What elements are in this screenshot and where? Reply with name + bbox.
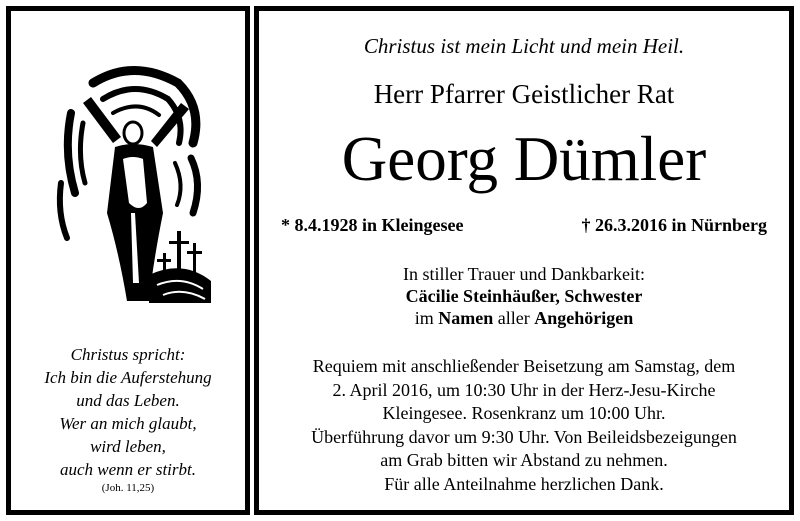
mourners-block xyxy=(259,263,789,329)
verse-line: auch wenn er stirbt. xyxy=(60,460,196,479)
clerical-title: Herr Pfarrer Geistlicher Rat xyxy=(373,79,675,109)
mourning-intro: In stiller Trauer und Dankbarkeit: xyxy=(403,264,645,284)
service-line: Kleingesee. Rosenkranz um 10:00 Uhr. xyxy=(382,403,666,423)
death-date: † 26.3.2016 in Nürnberg xyxy=(581,215,767,235)
motto: Christus ist mein Licht und mein Heil. xyxy=(363,34,685,58)
service-line: Für alle Anteilnahme herzlichen Dank. xyxy=(384,473,664,494)
verse-line: wird leben, xyxy=(90,437,166,456)
resurrection-figure-icon xyxy=(53,63,213,303)
verse-reference: (Joh. 11,25) xyxy=(101,482,155,494)
service-line: Requiem mit anschließender Beisetzung am Samstag, dem xyxy=(312,356,736,376)
verse-line: Ich bin die Auferstehung xyxy=(44,368,212,387)
verse-line: Christus spricht: xyxy=(70,345,186,364)
bible-verse xyxy=(11,343,245,496)
verse-panel xyxy=(6,6,250,515)
verse-line: und das Leben. xyxy=(76,391,180,410)
service-details xyxy=(259,355,789,496)
service-line: Überführung davor um 9:30 Uhr. Von Beileidsbezeigungen xyxy=(311,426,737,447)
relatives-line: im Namen aller Angehörigen xyxy=(414,308,634,328)
verse-line: Wer an mich glaubt, xyxy=(59,414,197,433)
deceased-name: Georg Dümler xyxy=(341,124,707,194)
mourner-name: Cäcilie Steinhäußer, Schwester xyxy=(405,286,643,306)
birth-date: * 8.4.1928 in Kleingesee xyxy=(281,215,464,235)
notice-panel xyxy=(254,6,794,515)
service-line: 2. April 2016, um 10:30 Uhr in der Herz-Jesu-Kirche xyxy=(332,379,716,400)
service-line: am Grab bitten wir Abstand zu nehmen. xyxy=(380,450,668,470)
